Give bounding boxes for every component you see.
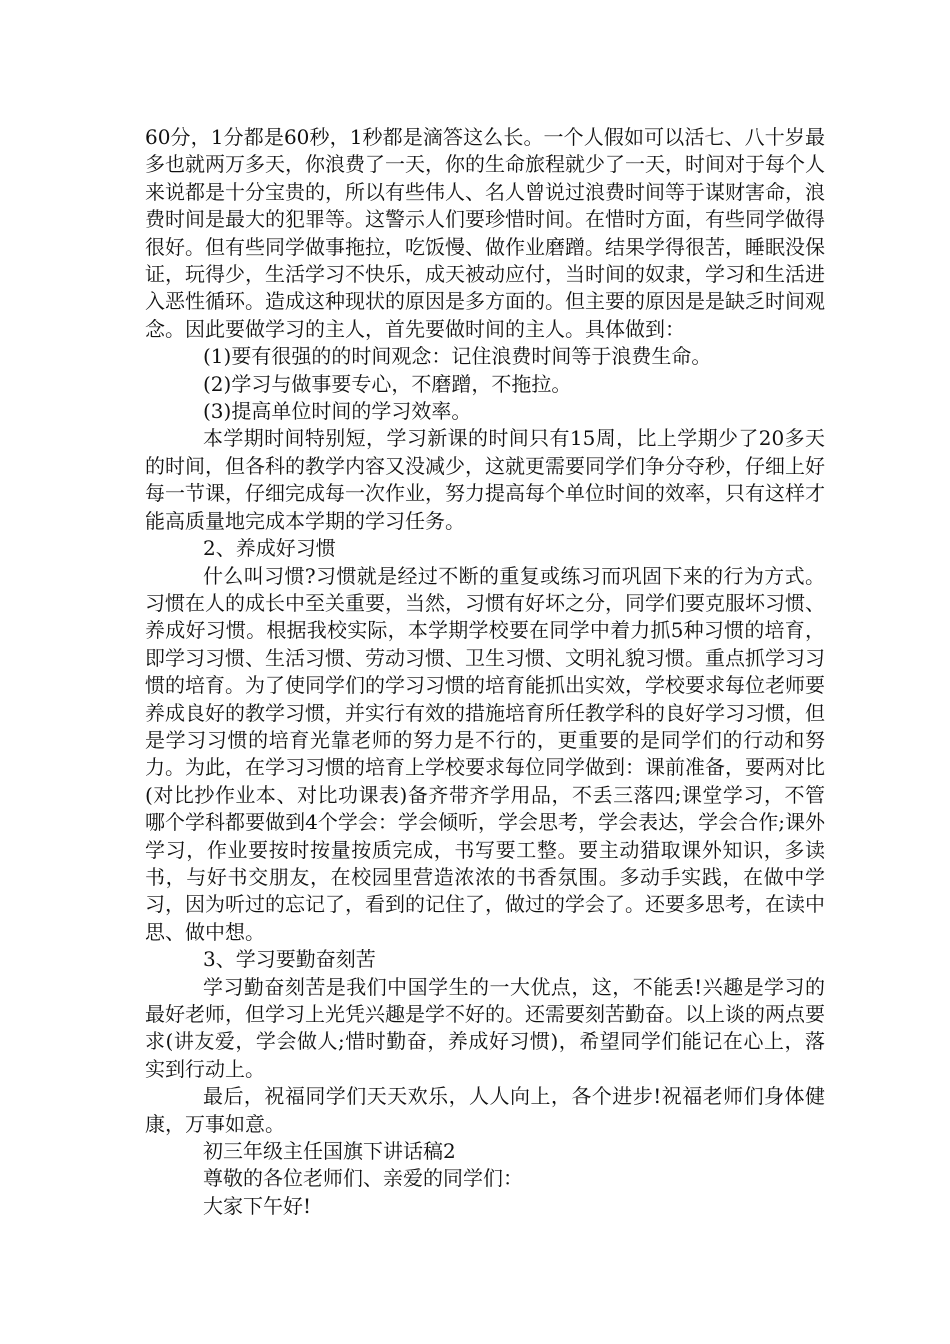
paragraph-closing-wishes: 最后，祝福同学们天天欢乐，人人向上，各个进步!祝福老师们身体健康，万事如意。 [145,1084,825,1136]
document-page [145,124,825,1220]
salutation: 尊敬的各位老师们、亲爱的同学们： [203,1166,523,1191]
list-item-time-awareness: (1)要有很强的的时间观念：记住浪费时间等于浪费生命。 [203,344,712,369]
section-heading-good-habits: 2、养成好习惯 [203,536,336,561]
paragraph-short-semester: 本学期时间特别短，学习新课的时间只有15周，比上学期少了20多天的时间，但各科的教学内容又没减少，这就更需要同学们争分夺秒，仔细上好每一节课，仔细完成每一次作业，努力提高每个单位时间的效率，只有这样才能高质量地完成本学期的学习任务。 [145,426,825,533]
section-heading-diligence: 3、学习要勤奋刻苦 [203,947,376,972]
list-item-focus: (2)学习与做事要专心，不磨蹭，不拖拉。 [203,371,572,396]
speech-title-2: 初三年级主任国旗下讲话稿2 [203,1139,456,1164]
paragraph-habits: 什么叫习惯?习惯就是经过不断的重复或练习而巩固下来的行为方式。习惯在人的成长中至关重要，当然，习惯有好坏之分，同学们要克服坏习惯、养成好习惯。根据我校实际，本学期学校要在同学中着力抓5种习惯的培育，即学习习惯、生活习惯、劳动习惯、卫生习惯、文明礼貌习惯。重点抓学习习惯的培育。为了使同学们的学习习惯的培育能抓出实效，学校要求每位老师要养成良好的教学习惯，并实行有效的措施培育所任教学科的良好学习习惯，但是学习习惯的培育光靠老师的努力是不行的，更重要的是同学们的行动和努力。为此，在学习习惯的培育上学校要求每位同学做到：课前准备，要两对比(对比抄作业本、对比功课表)备齐带齐学用品，不丢三落四;课堂学习，不管哪个学科都要做到4个学会：学会倾听，学会思考，学会表达，学会合作;课外学习，作业要按时按量按质完成，书写要工整。要主动猎取课外知识，多读书，与好书交朋友，在校园里营造浓浓的书香氛围。多动手实践，在做中学习，因为听过的忘记了，看到的记住了，做过的学会了。还要多思考，在读中思、做中想。 [145,563,825,944]
greeting: 大家下午好! [203,1193,312,1218]
list-item-efficiency: (3)提高单位时间的学习效率。 [203,399,472,424]
paragraph-time-value: 60分，1分都是60秒，1秒都是滴答这么长。一个人假如可以活七、八十岁最多也就两万多天，你浪费了一天，你的生命旅程就少了一天，时间对于每个人来说都是十分宝贵的，所以有些伟人、名人曾说过浪费时间等于谋财害命，浪费时间是最大的犯罪等。这警示人们要珍惜时间。在惜时方面，有些同学做得很好。但有些同学做事拖拉，吃饭慢、做作业磨蹭。结果学得很苦，睡眠没保证，玩得少，生活学习不快乐，成天被动应付，当时间的奴隶，学习和生活进入恶性循环。造成这种现状的原因是多方面的。但主要的原因是是缺乏时间观念。因此要做学习的主人，首先要做时间的主人。具体做到： [145,125,825,341]
paragraph-diligence: 学习勤奋刻苦是我们中国学生的一大优点，这，不能丢!兴趣是学习的最好老师，但学习上光凭兴趣是学不好的。还需要刻苦勤奋。以上谈的两点要求(讲友爱，学会做人;惜时勤奋，养成好习惯)，希望同学们能记在心上，落实到行动上。 [145,974,825,1081]
